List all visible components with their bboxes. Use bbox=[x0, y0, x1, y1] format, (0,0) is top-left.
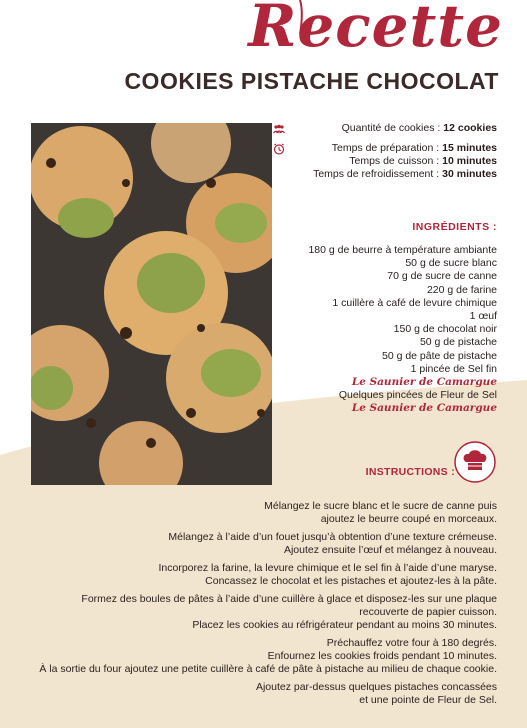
instructions-body bbox=[27, 500, 497, 712]
cookies-photo bbox=[31, 123, 272, 485]
ingredient-item: 150 g de chocolat noir bbox=[393, 323, 497, 336]
instruction-step: Formez des boules de pâtes à l’aide d’une cuillère à glace et disposez-les sur une plaque recouverte de papier cuisson. Placez les cookies au réfrigérateur pendant au moins 30 minutes. bbox=[81, 593, 497, 631]
cool-value: 30 minutes bbox=[442, 168, 497, 180]
servings-value: 12 cookies bbox=[443, 122, 497, 134]
instruction-step: Ajoutez par-dessus quelques pistaches concassées et une pointe de Fleur de Sel. bbox=[255, 681, 497, 706]
ingredient-item: 50 g de pâte de pistache bbox=[381, 349, 497, 362]
cook-value: 10 minutes bbox=[442, 155, 497, 167]
recipe-heading: Recette bbox=[248, 0, 503, 60]
recipe-title: COOKIES PISTACHE CHOCOLAT bbox=[124, 68, 499, 94]
ingredient-item: 1 cuillère à café de levure chimique bbox=[332, 296, 497, 309]
instructions-title: INSTRUCTIONS : bbox=[365, 466, 455, 478]
ingredient-item: 1 pincée de Sel fin bbox=[410, 362, 497, 375]
instruction-step: Mélangez le sucre blanc et le sucre de canne puis ajoutez le beurre coupé en morceaux. bbox=[264, 500, 497, 525]
ingredients-title: INGRÉDIENTS : bbox=[412, 221, 497, 233]
chef-hat-icon bbox=[453, 440, 497, 484]
prep-value: 15 minutes bbox=[442, 142, 497, 154]
recipe-meta bbox=[257, 122, 497, 181]
prep-label: Temps de préparation : bbox=[331, 142, 440, 154]
cook-label: Temps de cuisson : bbox=[349, 155, 440, 167]
servings-label: Quantité de cookies : bbox=[341, 122, 441, 134]
prep-row bbox=[257, 142, 497, 155]
ingredients-list bbox=[257, 244, 497, 416]
people-icon bbox=[273, 123, 285, 135]
brand-name: Le Saunier de Camargue bbox=[351, 376, 497, 389]
ingredient-item: 180 g de beurre à température ambiante bbox=[308, 244, 497, 256]
servings-row bbox=[257, 122, 497, 135]
ingredient-item: 220 g de farine bbox=[426, 283, 497, 296]
ingredient-item: Quelques pincées de Fleur de Sel bbox=[338, 389, 497, 402]
clock-icon bbox=[273, 143, 285, 155]
instruction-step: Préchauffez votre four à 180 degrés. Enfournez les cookies froids pendant 10 minutes. À la sortie du four ajoutez une petite cuillère à café de pâte à pistache au milieu de chaque cookie. bbox=[39, 637, 497, 675]
brand-name: Le Saunier de Camargue bbox=[351, 402, 497, 415]
cool-row bbox=[257, 168, 497, 181]
ingredient-item: 70 g de sucre de canne bbox=[387, 270, 497, 283]
cool-label: Temps de refroidissement : bbox=[313, 168, 440, 180]
ingredient-item: 50 g de pistache bbox=[419, 336, 497, 349]
ingredient-item: 1 œuf bbox=[469, 310, 497, 323]
cookies-photo-illustration bbox=[31, 123, 272, 485]
ingredient-item: 50 g de sucre blanc bbox=[405, 257, 497, 270]
instruction-step: Incorporez la farine, la levure chimique et le sel fin à l’aide d’une maryse. Concassez le chocolat et les pistaches et ajoutez-les à la pâte. bbox=[158, 562, 497, 587]
cook-row bbox=[257, 155, 497, 168]
instruction-step: Mélangez à l’aide d’un fouet jusqu’à obtention d’une texture crémeuse. Ajoutez ensuite l’œuf et mélangez à nouveau. bbox=[168, 531, 497, 556]
